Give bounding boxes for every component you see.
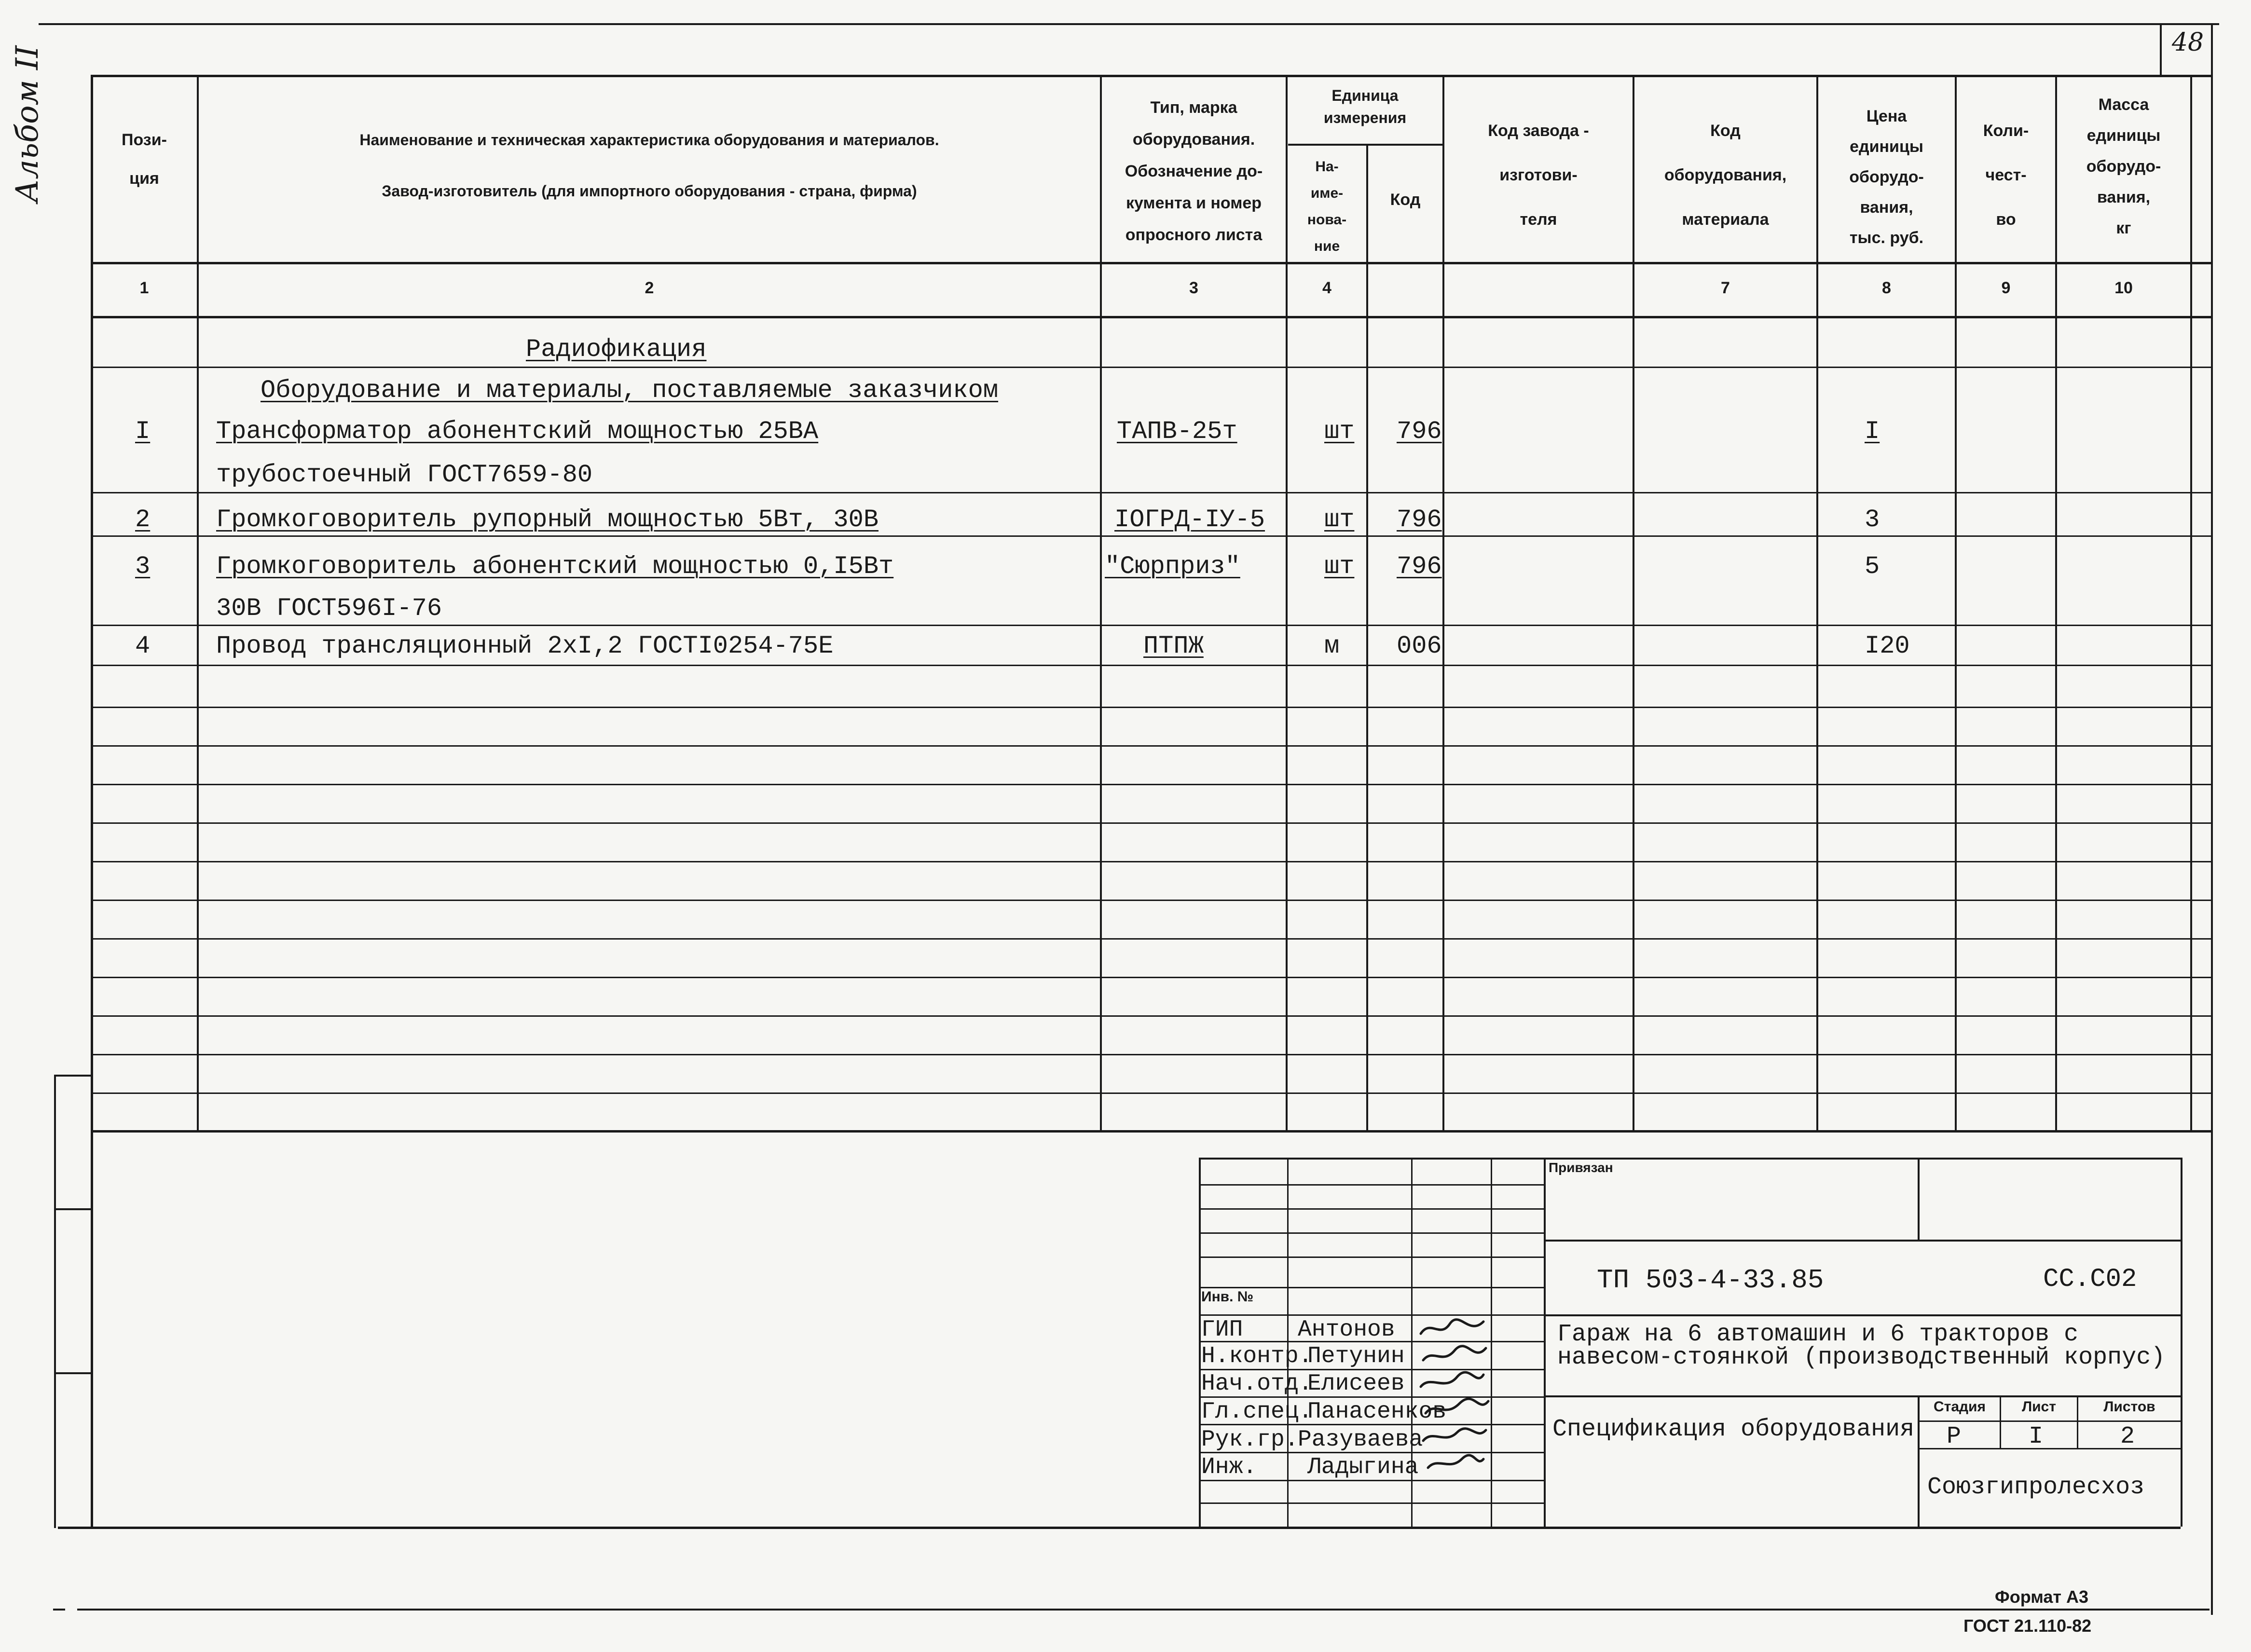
row-name: Трансформатор абонентский мощностью 25ВА: [216, 417, 819, 446]
section-title: Радиофикация: [526, 335, 707, 364]
gost-label: ГОСТ 21.110-82: [1963, 1616, 2092, 1636]
sheet-bottom-edge: [77, 1609, 2210, 1611]
colnum-7: 7: [1721, 279, 1730, 297]
role-glspec: Гл.спец.: [1201, 1399, 1313, 1425]
name-inzh: Ладыгина: [1307, 1454, 1419, 1480]
sheets-label: Листов: [2103, 1399, 2155, 1415]
album-label: Альбом II: [10, 45, 45, 203]
sheet-value: I: [2029, 1423, 2044, 1450]
row-name: трубостоечный ГОСТ7659-80: [216, 461, 593, 489]
role-nachotd: Нач.отд.: [1201, 1371, 1313, 1397]
header-equipment-code: Код оборудования, материала: [1664, 122, 1787, 229]
doc-mark: СС.С02: [2043, 1265, 2137, 1294]
row-name: 30В ГОСТ596I-76: [216, 594, 442, 623]
role-rukgr: Рук.гр.: [1201, 1427, 1299, 1453]
row-code: 796: [1397, 552, 1442, 581]
stage-value: Р: [1947, 1423, 1962, 1450]
privyazan-label: Привязан: [1549, 1160, 1613, 1175]
row-qty: 5: [1865, 552, 1880, 581]
row-name: Громкоговоритель абонентский мощностью 0,I5Вт: [216, 552, 894, 581]
row-position: I: [135, 417, 151, 446]
row-code: 796: [1397, 417, 1442, 446]
header-quantity: Коли- чест- во: [1983, 122, 2029, 229]
row-unit: м: [1324, 632, 1340, 660]
inv-label: Инв. №: [1201, 1289, 1254, 1305]
header-position: Пози- ция: [122, 131, 167, 188]
stage-label: Стадия: [1933, 1399, 1986, 1415]
colnum-1: 1: [139, 279, 149, 297]
row-qty: I: [1865, 417, 1880, 446]
colnum-9: 9: [2001, 279, 2011, 297]
header-mass: Масса единицы оборудо- вания, кг: [2086, 96, 2161, 237]
row-type: "Сюрприз": [1105, 552, 1240, 581]
row-unit: шт: [1324, 417, 1355, 446]
colnum-2: 2: [645, 279, 654, 297]
name-rukgr: Разуваева: [1298, 1427, 1423, 1453]
role-inzh: Инж.: [1201, 1454, 1257, 1480]
sheet-label: Лист: [2022, 1399, 2056, 1415]
project-title-line2: навесом-стоянкой (производственный корпус): [1557, 1344, 2166, 1371]
sheets-value: 2: [2120, 1423, 2135, 1450]
colnum-10: 10: [2114, 279, 2133, 297]
name-gip: Антонов: [1298, 1317, 1395, 1343]
sheet-bottom-tick: [53, 1609, 65, 1611]
row-name: Провод трансляционный 2хI,2 ГОСТI0254-75Е: [216, 632, 834, 660]
doc-code: ТП 503-4-33.85: [1597, 1265, 1824, 1296]
row-qty: 3: [1865, 505, 1880, 534]
colnum-3: 3: [1189, 279, 1198, 297]
header-price: Цена единицы оборудо- вания, тыс. руб.: [1849, 107, 1924, 247]
header-unit-name: На- име- нова- ние: [1307, 159, 1347, 254]
row-type: ТАПВ-25т: [1117, 417, 1237, 446]
row-position: 4: [135, 632, 151, 660]
row-code: 796: [1397, 505, 1442, 534]
project-title-line1: Гараж на 6 автомашин и 6 тракторов с: [1557, 1321, 2079, 1348]
page-number: 48: [2171, 28, 2204, 57]
header-unit-code: Код: [1390, 191, 1421, 209]
signature-marks: [1416, 1314, 1493, 1478]
header-factory-code: Код завода - изготови- теля: [1488, 122, 1589, 229]
colnum-4: 4: [1322, 279, 1331, 297]
role-gip: ГИП: [1201, 1317, 1243, 1343]
row-type: ПТПЖ: [1143, 632, 1204, 660]
header-unit-group: Единица измерения: [1323, 87, 1407, 126]
row-position: 2: [135, 505, 151, 534]
row-qty: I20: [1865, 632, 1910, 660]
row-position: 3: [135, 552, 151, 581]
section-subtitle: Оборудование и материалы, поставляемые заказчиком: [261, 376, 999, 405]
frame-top: [39, 23, 2219, 25]
organization: Союзгипролесхоз: [1927, 1474, 2145, 1501]
frame-bottom: [58, 1527, 2181, 1529]
role-nkontr: Н.контр.: [1201, 1343, 1313, 1369]
header-name-line1: Наименование и техническая характеристика оборудования и материалов.: [359, 131, 939, 149]
row-unit: шт: [1324, 505, 1355, 534]
format-label: Формат А3: [1995, 1587, 2089, 1607]
row-name: Громкоговоритель рупорный мощностью 5Вт, 30В: [216, 505, 879, 534]
row-type: IОГРД-IУ-5: [1114, 505, 1265, 534]
row-unit: шт: [1324, 552, 1355, 581]
name-nkontr: Петунин: [1307, 1343, 1405, 1369]
header-name-line2: Завод-изготовитель (для импортного оборудования - страна, фирма): [382, 182, 917, 200]
sheet-title: Спецификация оборудования: [1552, 1416, 1915, 1443]
name-nachotd: Елисеев: [1307, 1371, 1405, 1397]
colnum-8: 8: [1882, 279, 1891, 297]
header-type: Тип, марка оборудования. Обозначение до- кумента и номер опросного листа: [1125, 98, 1263, 244]
name-glspec: Панасенков: [1307, 1399, 1447, 1425]
row-code: 006: [1397, 632, 1442, 660]
